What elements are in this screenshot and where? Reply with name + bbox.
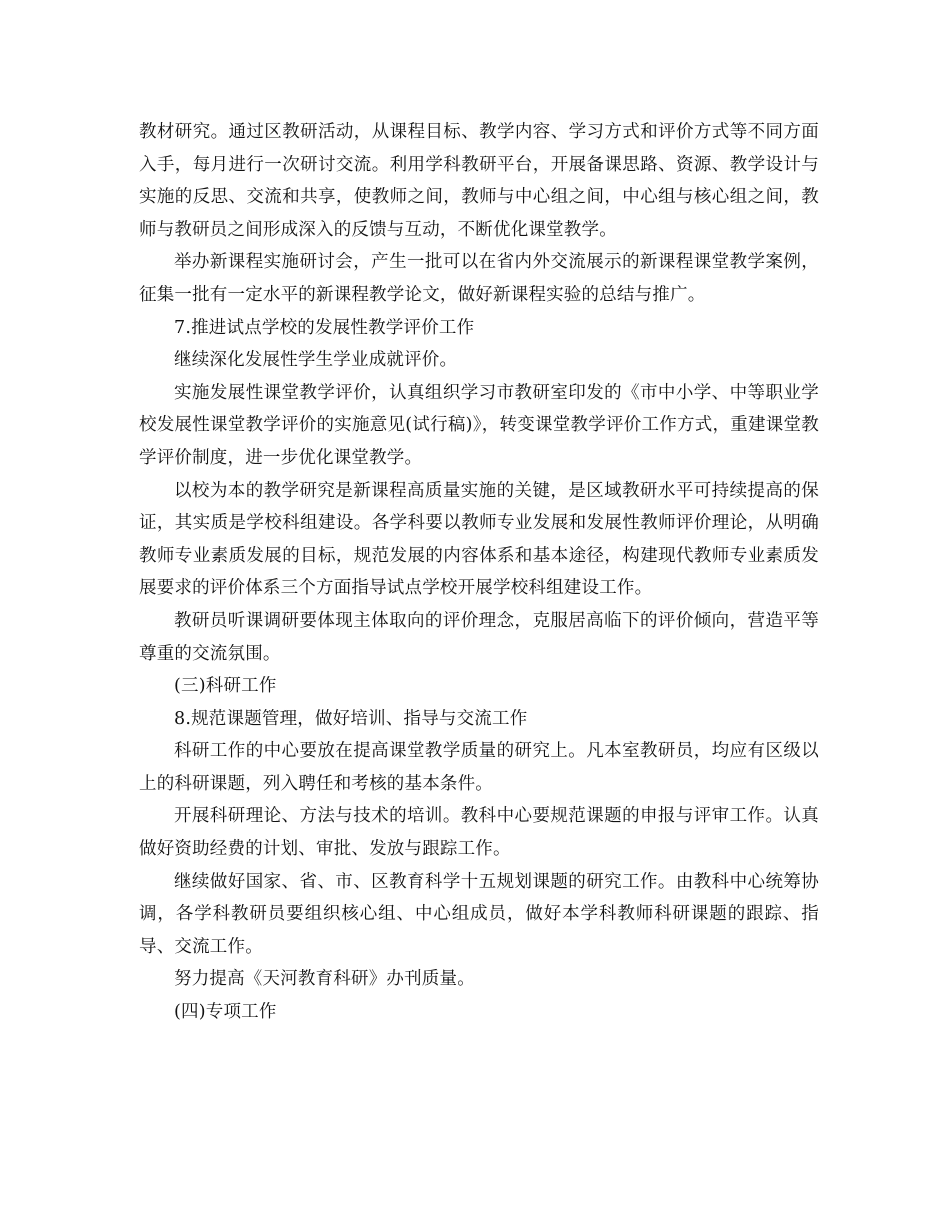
- paragraph-research-training: 开展科研理论、方法与技术的培训。教科中心要规范课题的申报与评审工作。认真做好资助经费的计划、审批、发放与跟踪工作。: [139, 806, 819, 860]
- paragraph-school-based-research: 以校为本的教学研究是新课程高质量实施的关键，是区域教研水平可持续提高的保证，其实质是学校科组建设。各学科要以教师专业发展和发展性教师评价理论，从明确教师专业素质发展的目标，规范发展的内容体系和基本途径，构建现代教师专业素质发展要求的评价体系三个方面指导试点学校开展学校科组建设工作。: [139, 480, 819, 599]
- heading-section-4: (四)专项工作: [174, 1002, 277, 1023]
- paragraph-national-projects: 继续做好国家、省、市、区教育科学十五规划课题的研究工作。由教科中心统筹协调，各学科教研员要组织核心组、中心组成员，做好本学科教师科研课题的跟踪、指导、交流工作。: [139, 871, 819, 957]
- heading-item-8: 8.规范课题管理，做好培训、指导与交流工作: [174, 708, 528, 729]
- paragraph-journal: 努力提高《天河教育科研》办刊质量。: [174, 969, 475, 990]
- paragraph-seminar: 举办新课程实施研讨会，产生一批可以在省内外交流展示的新课程课堂教学案例，征集一批有一定水平的新课程教学论文，做好新课程实验的总结与推广。: [139, 252, 819, 305]
- paragraph-observation: 教研员听课调研要体现主体取向的评价理念，克服居高临下的评价倾向，营造平等尊重的交流氛围。: [139, 610, 819, 664]
- heading-section-3: (三)科研工作: [174, 676, 277, 697]
- document-body: [139, 116, 819, 1029]
- paragraph-classroom-evaluation: 实施发展性课堂教学评价，认真组织学习市教研室印发的《市中小学、中等职业学校发展性课堂教学评价的实施意见(试行稿)》，转变课堂教学评价工作方式，重建课堂教学评价制度，进一步优化课堂教学。: [139, 382, 819, 468]
- heading-item-7: 7.推进试点学校的发展性教学评价工作: [174, 317, 475, 338]
- paragraph-teaching-research: 教材研究。通过区教研活动，从课程目标、教学内容、学习方式和评价方式等不同方面入手，每月进行一次研讨交流。利用学科教研平台，开展备课思路、资源、教学设计与实施的反思、交流和共享，使教师之间，教师与中心组之间，中心组与核心组之间，教师与教研员之间形成深入的反馈与互动，不断优化课堂教学。: [139, 122, 819, 240]
- paragraph-research-focus: 科研工作的中心要放在提高课堂教学质量的研究上。凡本室教研员，均应有区级以上的科研课题，列入聘任和考核的基本条件。: [139, 741, 819, 794]
- paragraph-student-evaluation: 继续深化发展性学生学业成就评价。: [174, 350, 458, 371]
